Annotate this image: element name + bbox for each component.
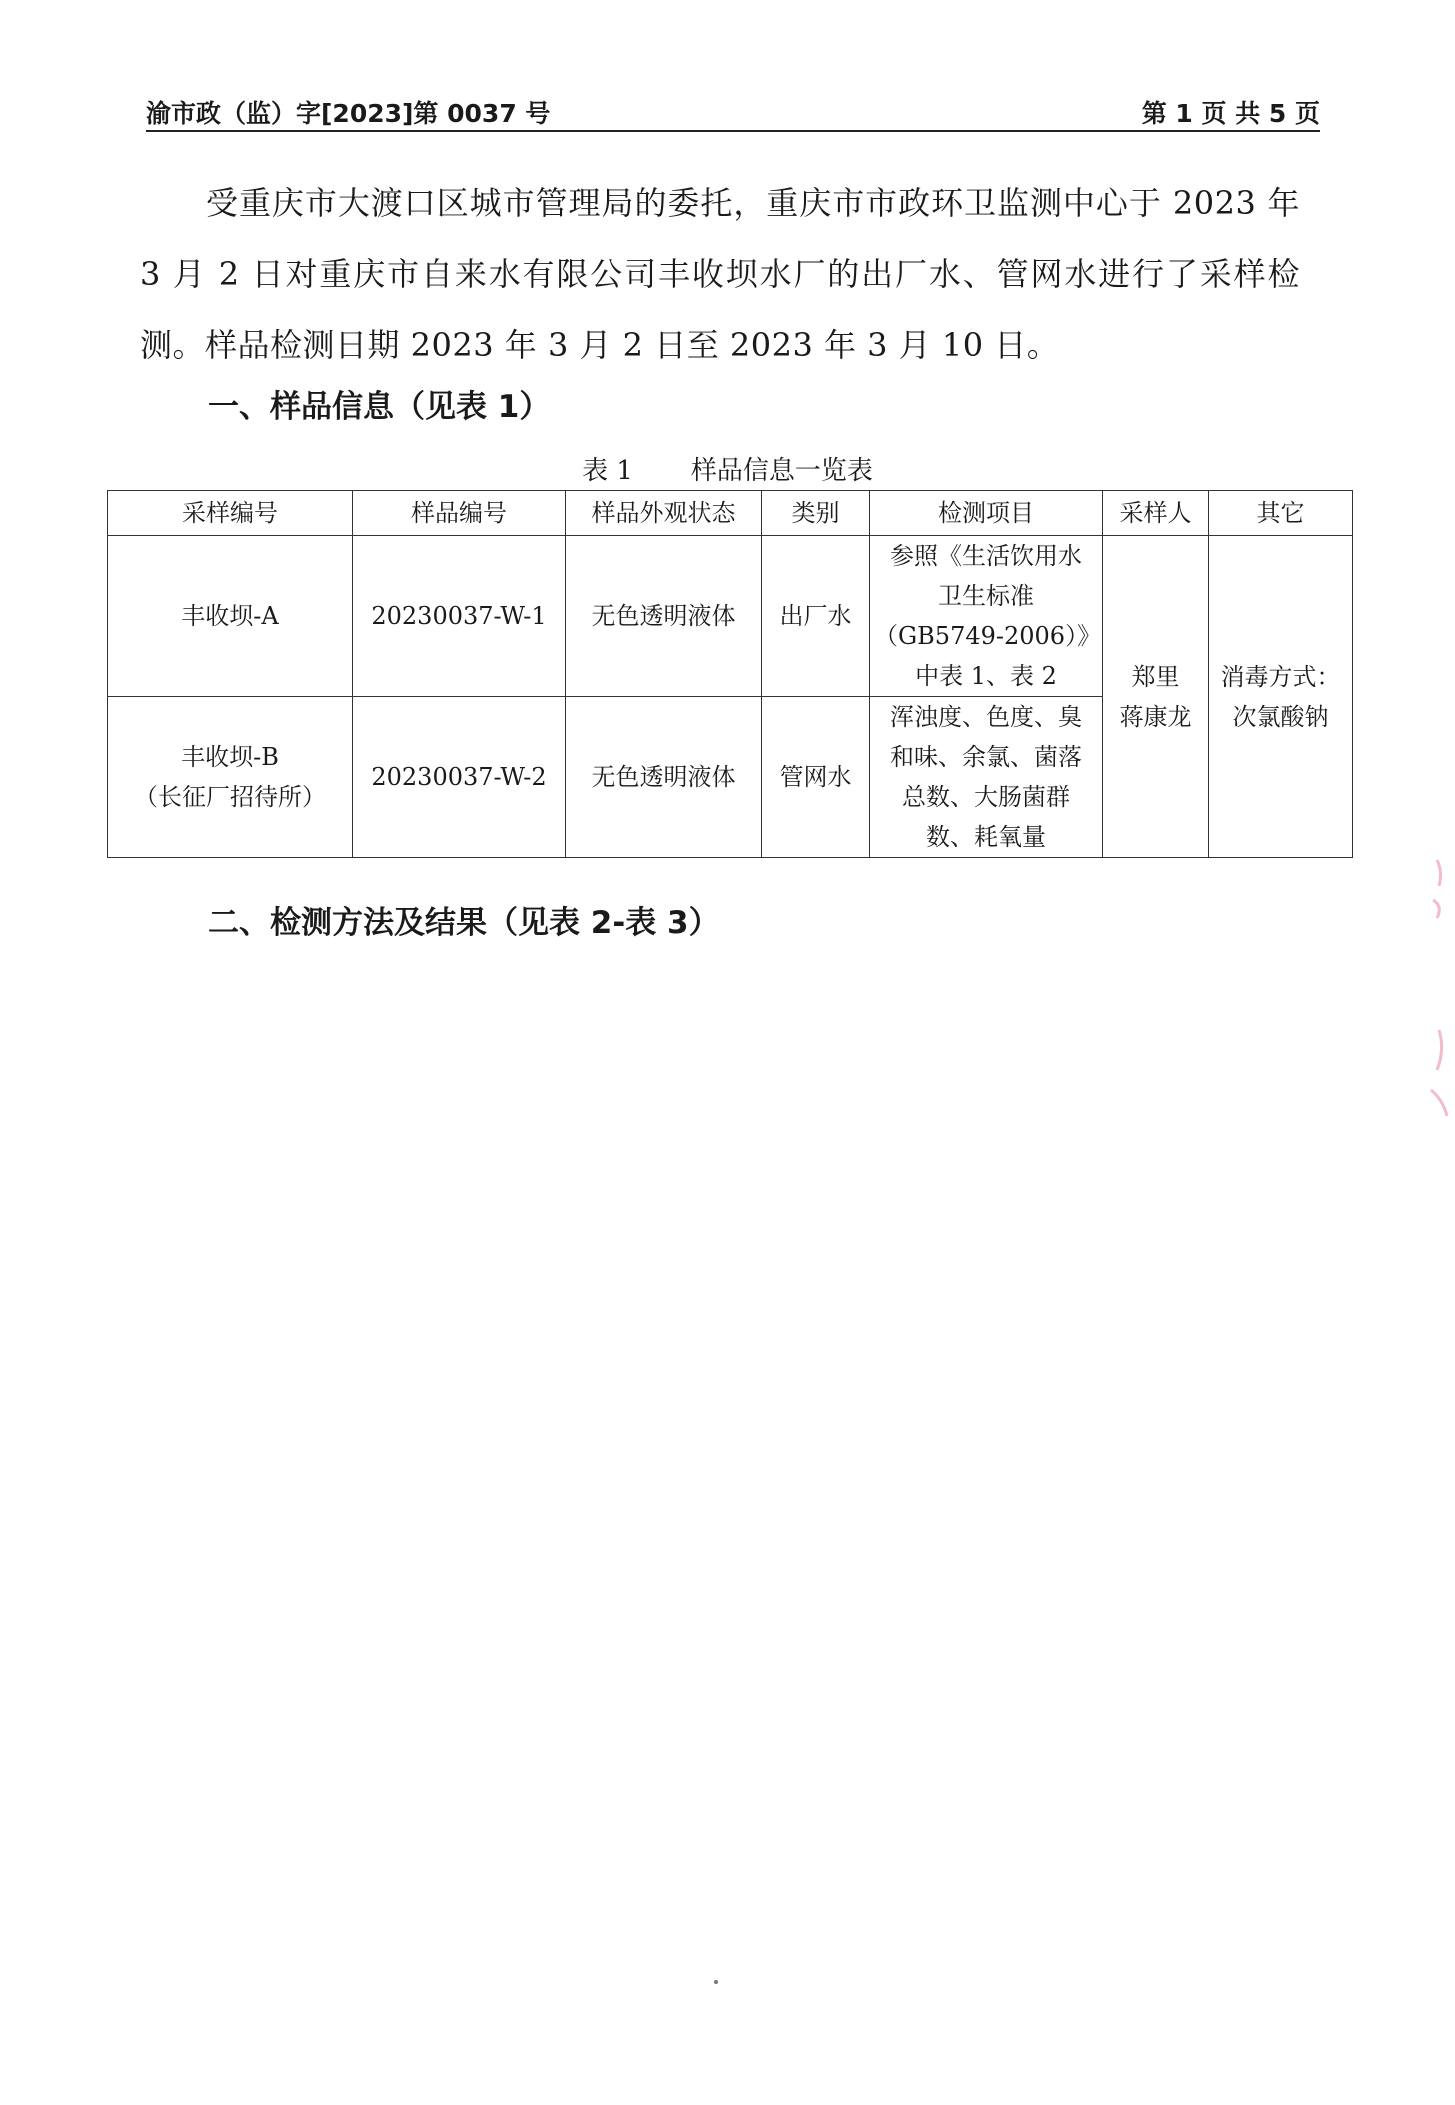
scan-speck <box>714 1980 718 1984</box>
sampler-name: 郑里 <box>1131 662 1180 691</box>
section-2-title: 二、检测方法及结果（见表 2-表 3） <box>208 905 720 941</box>
test-item-line: 中表 1、表 2 <box>915 662 1057 690</box>
test-item-line: 浑浊度、色度、臭 <box>890 703 1082 731</box>
sample-code-cell <box>108 536 353 697</box>
sample-code: 丰收坝-B <box>181 743 279 771</box>
other-line: 消毒方式： <box>1220 662 1341 691</box>
section-1-title: 一、样品信息（见表 1） <box>208 389 551 425</box>
sampler-cell <box>1103 536 1209 858</box>
test-item-line: 和味、余氯、菌落 <box>890 743 1082 771</box>
test-items-cell <box>870 697 1103 858</box>
header-cell: 其它 <box>1209 491 1353 536</box>
sample-code-cell <box>108 697 353 858</box>
sampler-name: 蒋康龙 <box>1119 702 1192 731</box>
page-indicator: 第 1 页 共 5 页 <box>1141 99 1320 128</box>
header-cell: 样品外观状态 <box>566 491 762 536</box>
header-cell: 采样编号 <box>108 491 353 536</box>
test-item-line: （GB5749-2006）》 <box>874 622 1102 650</box>
sample-number-cell: 20230037-W-1 <box>353 536 566 697</box>
sample-code: 丰收坝-A <box>181 602 279 630</box>
other-line: 次氯酸钠 <box>1232 702 1329 731</box>
sample-code-location: （长征厂招待所） <box>134 783 326 811</box>
test-item-line: 数、耗氧量 <box>926 823 1046 851</box>
page-header <box>146 92 1320 132</box>
appearance-cell: 无色透明液体 <box>566 536 762 697</box>
table-caption-number: 表 1 <box>582 456 633 486</box>
test-item-line: 参照《生活饮用水 <box>890 542 1082 570</box>
test-item-line: 卫生标准 <box>938 582 1034 610</box>
intro-paragraph: 受重庆市大渡口区城市管理局的委托，重庆市市政环卫监测中心于 2023 年 3 月 2 日对重庆市自来水有限公司丰收坝水厂的出厂水、管网水进行了采样检测。样品检测日期 2023 年 3 月 2 日至 2023 年 3 月 10 日。 <box>140 184 1300 364</box>
test-item-line: 总数、大肠菌群 <box>902 783 1070 811</box>
other-cell <box>1209 536 1353 858</box>
table-header-row <box>108 491 1353 536</box>
table-caption <box>0 450 1455 487</box>
header-cell: 类别 <box>762 491 870 536</box>
header-cell: 采样人 <box>1103 491 1209 536</box>
appearance-cell: 无色透明液体 <box>566 697 762 858</box>
seal-stamp-fragment <box>1425 840 1453 1130</box>
document-number: 渝市政（监）字[2023]第 0037 号 <box>146 99 551 128</box>
header-cell: 检测项目 <box>870 491 1103 536</box>
table-caption-title: 样品信息一览表 <box>690 456 873 486</box>
header-cell: 样品编号 <box>353 491 566 536</box>
sample-number-cell: 20230037-W-2 <box>353 697 566 858</box>
table-row <box>108 536 1353 697</box>
category-cell: 管网水 <box>762 697 870 858</box>
test-items-cell <box>870 536 1103 697</box>
sample-info-table <box>107 490 1353 858</box>
category-cell: 出厂水 <box>762 536 870 697</box>
